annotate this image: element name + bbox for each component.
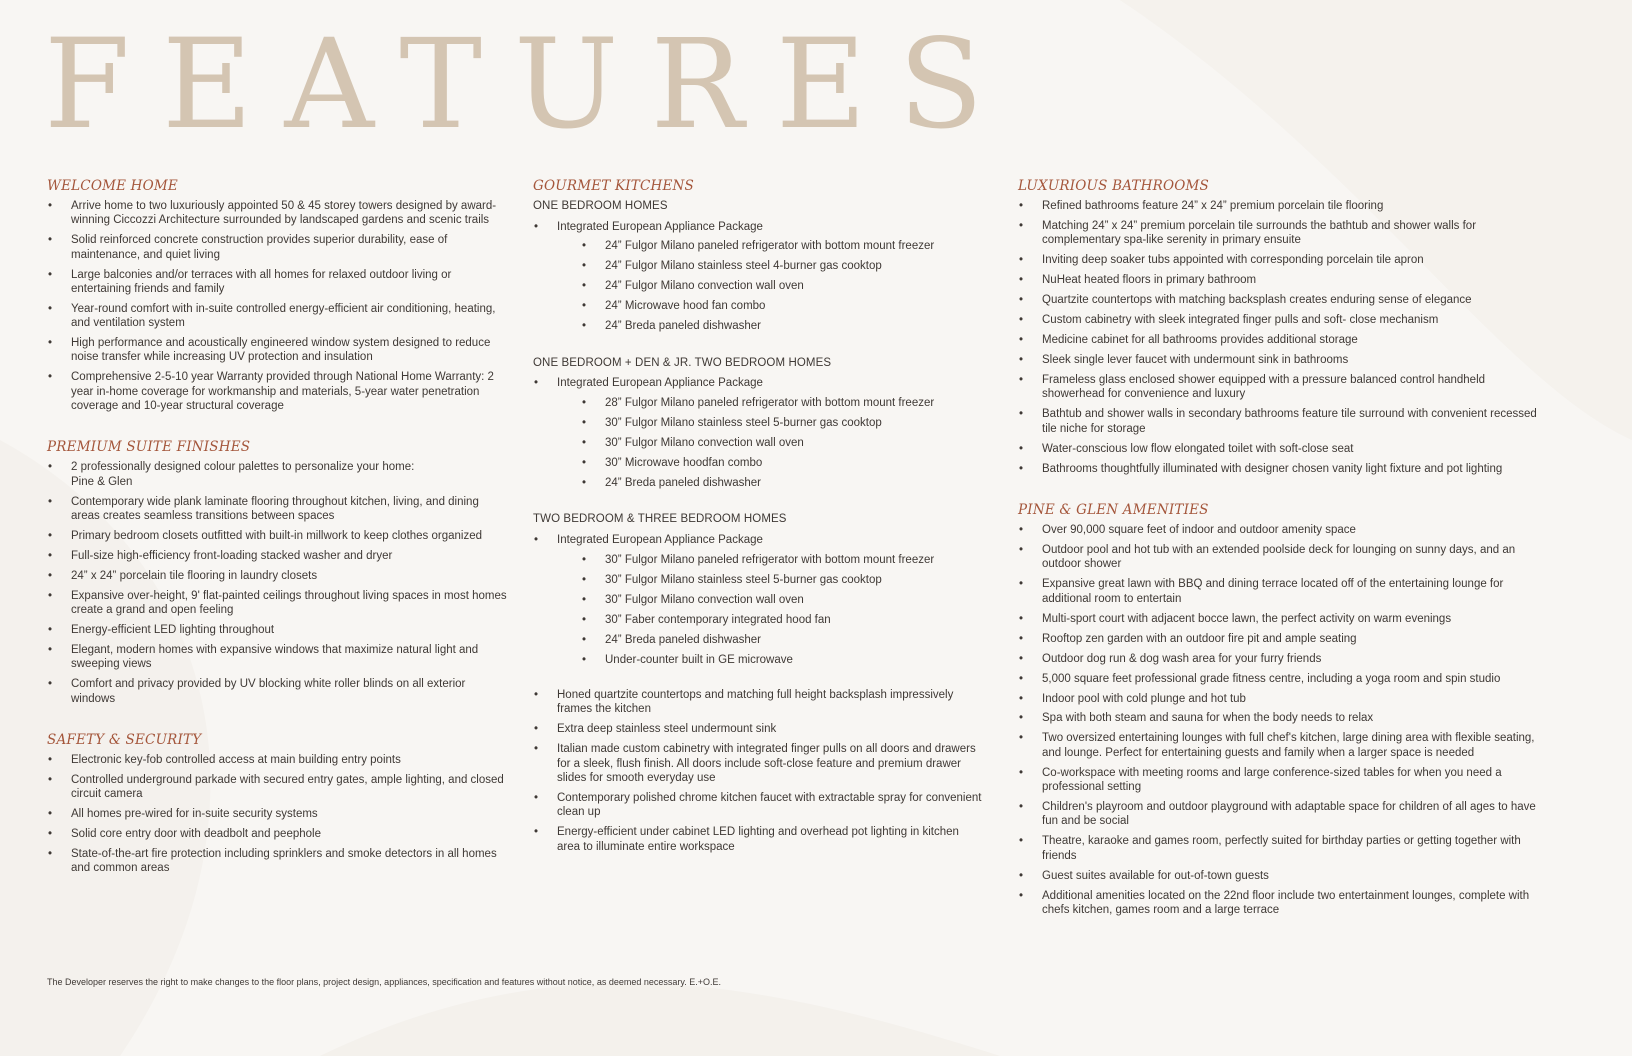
list-item-text: Outdoor dog run & dog wash area for your furry friends: [1042, 652, 1322, 665]
premium-suite-finishes-section: [47, 439, 507, 706]
list-item: [581, 653, 983, 667]
list-item: [1018, 199, 1538, 213]
list-item: [581, 456, 983, 470]
list-item-text: Extra deep stainless steel undermount sink: [557, 723, 777, 736]
list-item: [1018, 523, 1538, 537]
list-item: [47, 549, 507, 563]
list-item-text: 24” Fulgor Milano convection wall oven: [605, 280, 804, 293]
list-item-text: Large balconies and/or terraces with all homes for relaxed outdoor living or entertaining friends and family: [71, 268, 452, 295]
list-item-text: Outdoor pool and hot tub with an extended poolside deck for lounging on sunny days, and an outdoor shower: [1042, 544, 1516, 571]
list-item-text: Expansive great lawn with BBQ and dining terrace located off of the entertaining lounge for additional room to entertain: [1042, 578, 1504, 605]
list-item-text: 30” Fulgor Milano paneled refrigerator with bottom mount freezer: [605, 553, 935, 566]
list-item: [1018, 692, 1538, 706]
list-item-text: Refined bathrooms feature 24” x 24” premium porcelain tile flooring: [1042, 200, 1384, 212]
list-item: [533, 722, 983, 736]
section-title: PREMIUM SUITE FINISHES: [47, 439, 251, 456]
list-item-text: Water-conscious low flow elongated toilet with soft-close seat: [1042, 442, 1354, 455]
list-item: [1018, 632, 1538, 646]
list-item: [1018, 462, 1538, 476]
list-item-text: 5,000 square feet professional grade fitness centre, including a yoga room and spin studio: [1042, 672, 1501, 685]
appliance-list: [557, 396, 983, 490]
list-item: [1018, 543, 1538, 572]
list-item: [47, 677, 507, 706]
list-item: [533, 220, 983, 334]
list-item-text: Spa with both steam and sauna for when the body needs to relax: [1042, 712, 1374, 725]
list-item-text: Bathtub and shower walls in secondary bathrooms feature tile surround with convenient recessed tile niche for storage: [1042, 408, 1537, 435]
list-item: [581, 319, 983, 333]
list-item: [1018, 219, 1538, 248]
list-item-text: Sleek single lever faucet with undermount sink in bathrooms: [1042, 354, 1349, 367]
welcome-home-section: [47, 178, 507, 413]
section-title: GOURMET KITCHENS: [533, 178, 695, 194]
feature-list: [1018, 523, 1538, 917]
list-item-text: 30” Fulgor Milano convection wall oven: [605, 593, 804, 606]
list-item: [533, 533, 983, 667]
list-item: [581, 573, 983, 587]
list-item-text: 24” Breda paneled dishwasher: [605, 477, 761, 490]
list-item-text: Integrated European Appliance Package: [557, 220, 763, 233]
list-item-text: Under-counter built in GE microwave: [605, 653, 793, 666]
list-item: [1018, 313, 1538, 327]
list-item-text: Expansive over-height, 9' flat-painted ceilings throughout living spaces in most homes create a grand and open feeling: [71, 589, 507, 617]
list-item-text: Co-workspace with meeting rooms and large conference-sized tables for when you need a professional setting: [1042, 766, 1502, 794]
list-item: [1018, 293, 1538, 307]
list-item-text: Bathrooms thoughtfully illuminated with designer chosen vanity light fixture and pot lighting: [1042, 462, 1503, 475]
appliance-package-list: [533, 376, 983, 490]
list-item-text: Energy-efficient under cabinet LED lighting and overhead pot lighting in kitchen area to illuminate entire workspace: [557, 826, 959, 853]
feature-list: [1018, 199, 1538, 476]
section-title: PINE & GLEN AMENITIES: [1018, 502, 1209, 519]
list-item: [581, 593, 983, 607]
list-item-text: 30” Microwave hoodfan combo: [605, 457, 763, 470]
list-item: [1018, 869, 1538, 883]
list-item: [1018, 652, 1538, 666]
list-item: [1018, 672, 1538, 686]
column-left: [47, 178, 507, 902]
list-item: [1018, 333, 1538, 347]
list-item: [533, 791, 983, 820]
pine-glen-amenities-section: [1018, 502, 1538, 917]
list-item-text: 30” Fulgor Milano convection wall oven: [605, 437, 804, 450]
list-item-text: Primary bedroom closets outfitted with built-in millwork to keep clothes organized: [71, 529, 482, 542]
list-item-text: High performance and acoustically engineered window system designed to reduce noise transfer while increasing UV protection and insulation: [71, 337, 491, 364]
list-item-text: Quartzite countertops with matching backsplash creates enduring sense of elegance: [1042, 294, 1472, 307]
list-item-text: Guest suites available for out-of-town guests: [1042, 869, 1269, 882]
list-item: [1018, 711, 1538, 725]
list-item-text: Full-size high-efficiency front-loading stacked washer and dryer: [71, 549, 393, 562]
list-item-text: Additional amenities located on the 22nd floor include two entertainment lounges, complete with chefs kitchen, games room and a large terrace: [1042, 889, 1530, 916]
list-item: [1018, 373, 1538, 402]
kitchen-features-list: [533, 688, 983, 854]
list-item: [1018, 612, 1538, 626]
list-item-text: Honed quartzite countertops and matching full height backsplash impressively frames the kitchen: [557, 689, 954, 716]
list-item-text: Theatre, karaoke and games room, perfectly suited for birthday parties or getting together with friends: [1042, 835, 1521, 862]
appliance-package-list: [533, 220, 983, 334]
list-item: [1018, 442, 1538, 456]
list-item: [47, 495, 507, 524]
list-item-text: Indoor pool with cold plunge and hot tub: [1042, 692, 1246, 705]
list-item: [581, 299, 983, 313]
page-title: FEATURES: [44, 13, 1016, 157]
list-item-text: Two oversized entertaining lounges with full chef's kitchen, large dining area with flexible seating, and lounge. Perfect for entertaining guests and family when a larger space is needed: [1042, 732, 1535, 759]
list-item-text: 30” Faber contemporary integrated hood fan: [605, 613, 831, 626]
list-item-text: Elegant, modern homes with expansive windows that maximize natural light and sweeping views: [71, 644, 479, 671]
list-item: [1018, 253, 1538, 267]
list-item: [1018, 800, 1538, 829]
list-item: [581, 476, 983, 490]
list-item: [581, 239, 983, 253]
column-middle: [533, 178, 983, 880]
list-item-text: NuHeat heated floors in primary bathroom: [1042, 274, 1257, 287]
appliance-list: [557, 553, 983, 667]
list-item: [47, 847, 507, 876]
list-item: [47, 460, 507, 489]
list-item: [581, 259, 983, 273]
list-item-text: Custom cabinetry with sleek integrated finger pulls and soft- close mechanism: [1042, 314, 1439, 327]
list-item: [47, 773, 507, 802]
list-item: [533, 742, 983, 785]
list-item: [581, 279, 983, 293]
list-item: [533, 376, 983, 490]
list-item: [1018, 889, 1538, 918]
list-item-text: Solid core entry door with deadbolt and peephole: [71, 828, 321, 841]
disclaimer: The Developer reserves the right to make changes to the floor plans, project design, appliances, specification and features without notice, as deemed necessary. E.+O.E.: [47, 977, 721, 987]
list-item: [47, 753, 507, 767]
list-item: [581, 416, 983, 430]
list-item: [1018, 834, 1538, 863]
list-item: [47, 370, 507, 413]
list-item: [47, 827, 507, 841]
list-item: [47, 268, 507, 297]
list-item-text: Multi-sport court with adjacent bocce lawn, the perfect activity on warm evenings: [1042, 612, 1452, 625]
list-item-text: Comfort and privacy provided by UV blocking white roller blinds on all exterior windows: [71, 678, 466, 705]
feature-list: [47, 199, 507, 413]
list-item-text: 24” Fulgor Milano stainless steel 4-burner gas cooktop: [605, 260, 882, 273]
list-item-text: Children's playroom and outdoor playground with adaptable space for children of all ages to have fun and be social: [1042, 801, 1536, 828]
list-item: [1018, 577, 1538, 606]
list-item: [1018, 731, 1538, 760]
list-item: [1018, 273, 1538, 287]
list-item: [581, 613, 983, 627]
list-item: [47, 807, 507, 821]
list-item: [581, 396, 983, 410]
section-title: SAFETY & SECURITY: [47, 731, 202, 748]
list-item-text: 24” Microwave hood fan combo: [605, 300, 766, 313]
list-item-text: Medicine cabinet for all bathrooms provides additional storage: [1042, 334, 1358, 347]
list-item: [581, 633, 983, 647]
list-item: [47, 589, 507, 618]
feature-list: [47, 460, 507, 706]
list-item-text: Year-round comfort with in-suite controlled energy-efficient air conditioning, heating, and ventilation system: [71, 302, 496, 330]
safety-security-section: [47, 732, 507, 876]
list-item: [533, 688, 983, 717]
list-item-text: 24” Fulgor Milano paneled refrigerator with bottom mount freezer: [605, 240, 935, 253]
list-item-text: Electronic key-fob controlled access at main building entry points: [71, 753, 401, 766]
list-item: [47, 529, 507, 543]
list-item-text: 2 professionally designed colour palettes to personalize your home: Pine & Glen: [71, 461, 415, 488]
list-item: [47, 199, 507, 228]
list-item-text: Italian made custom cabinetry with integrated finger pulls on all doors and drawers for a sleek, flush finish. All doors include soft-close feature and premium drawer slides for smooth everyday use: [557, 743, 976, 784]
list-item: [581, 436, 983, 450]
home-type-heading: ONE BEDROOM + DEN & JR. TWO BEDROOM HOMES: [533, 356, 832, 369]
list-item-text: Matching 24” x 24” premium porcelain tile surrounds the bathtub and shower walls for complementary spa-like serenity in primary ensuite: [1042, 219, 1477, 247]
list-item: [47, 336, 507, 365]
list-item: [533, 825, 983, 854]
gourmet-kitchens-section: [533, 178, 983, 854]
list-item-text: 24” x 24” porcelain tile flooring in laundry closets: [71, 569, 318, 582]
list-item-text: Arrive home to two luxuriously appointed 50 & 45 storey towers designed by award-winning Ciccozzi Architecture surrounded by landscaped gardens and scenic trails: [71, 200, 497, 227]
list-item: [47, 233, 507, 262]
list-item-text: All homes pre-wired for in-suite security systems: [71, 808, 318, 821]
list-item-text: 24” Breda paneled dishwasher: [605, 320, 761, 333]
list-item-text: Frameless glass enclosed shower equipped with a pressure balanced control handheld showerhead for convenience and luxury: [1042, 374, 1486, 401]
list-item: [47, 302, 507, 331]
list-item: [581, 553, 983, 567]
list-item-text: Controlled underground parkade with secured entry gates, ample lighting, and closed circuit camera: [71, 773, 504, 801]
feature-list: [47, 753, 507, 876]
list-item: [1018, 353, 1538, 367]
list-item-text: Inviting deep soaker tubs appointed with corresponding porcelain tile apron: [1042, 254, 1424, 267]
list-item-text: Energy-efficient LED lighting throughout: [71, 624, 275, 637]
list-item-text: Contemporary wide plank laminate flooring throughout kitchen, living, and dining areas creates seamless transitions between spaces: [71, 495, 479, 522]
section-title: WELCOME HOME: [47, 178, 178, 194]
luxurious-bathrooms-section: [1018, 178, 1538, 476]
list-item: [47, 643, 507, 672]
list-item-text: Contemporary polished chrome kitchen faucet with extractable spray for convenient clean up: [557, 791, 982, 819]
list-item-text: 24” Breda paneled dishwasher: [605, 633, 761, 646]
list-item-text: 30” Fulgor Milano stainless steel 5-burner gas cooktop: [605, 417, 882, 430]
home-type-heading: ONE BEDROOM HOMES: [533, 200, 668, 212]
appliance-package-list: [533, 533, 983, 667]
list-item-text: Integrated European Appliance Package: [557, 377, 763, 390]
home-type-heading: TWO BEDROOM & THREE BEDROOM HOMES: [533, 513, 787, 526]
column-right: [1018, 178, 1538, 943]
list-item-text: 28” Fulgor Milano paneled refrigerator with bottom mount freezer: [605, 397, 935, 410]
list-item-text: Rooftop zen garden with an outdoor fire pit and ample seating: [1042, 632, 1357, 645]
list-item: [1018, 407, 1538, 436]
list-item-text: Over 90,000 square feet of indoor and outdoor amenity space: [1042, 524, 1356, 537]
list-item: [47, 623, 507, 637]
list-item-text: 30” Fulgor Milano stainless steel 5-burner gas cooktop: [605, 573, 882, 586]
list-item: [47, 569, 507, 583]
list-item-text: Comprehensive 2-5-10 year Warranty provided through National Home Warranty: 2 year in-home coverage for workmanship and materials, 5-year water penetration coverage and 10-year structural coverage: [71, 371, 494, 412]
list-item-text: State-of-the-art fire protection including sprinklers and smoke detectors in all homes and common areas: [71, 848, 497, 875]
section-title: LUXURIOUS BATHROOMS: [1018, 178, 1209, 194]
list-item: [1018, 766, 1538, 795]
list-item-text: Integrated European Appliance Package: [557, 533, 763, 546]
list-item-text: Solid reinforced concrete construction provides superior durability, ease of maintenance, and quiet living: [71, 234, 448, 261]
appliance-list: [557, 239, 983, 333]
